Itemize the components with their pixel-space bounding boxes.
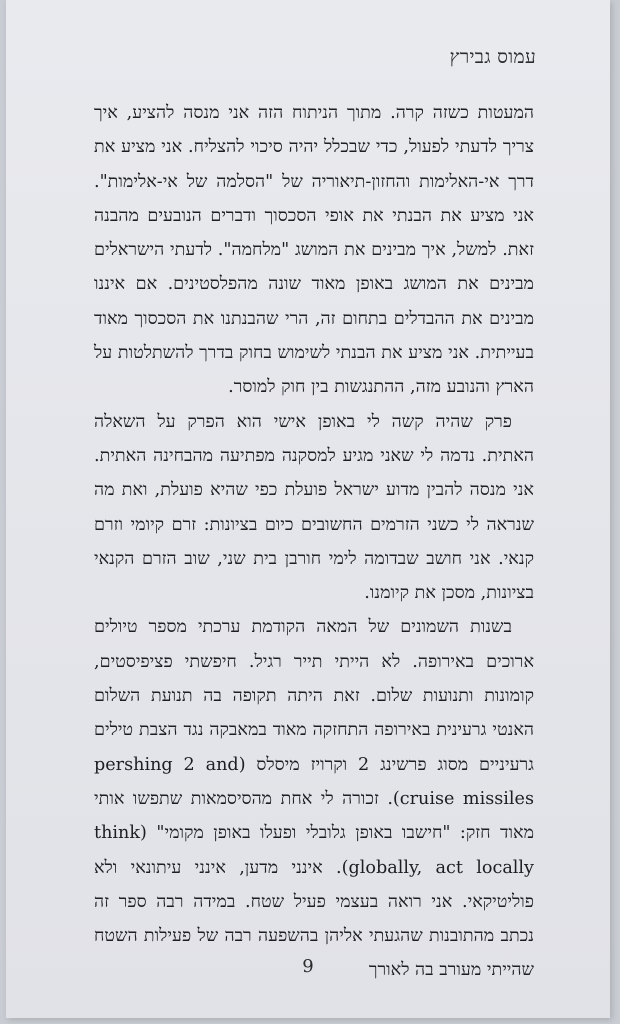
paragraph-1: המעטות כשזה קרה. מתוך הניתוח הזה אני מנסה להציע, איך צריך לדעתי לפעול, כדי שבכלל יהיה סיכוי להצליח. אני מציע את דרך אי-האלימות והחזון-תיאוריה של "הסלמה של אי-אלימות". אני מציע את הבנתי את אופי הסכסוך ודברים הנובעים מהבנה זאת. למשל, איך מבינים את המושג "מלחמה". לדעתי הישראלים מבינים את המושג באופן מאוד שונה מהפלסטינים. אם איננו מבינים את ההבדלים בתחום זה, הרי שהבנתנו את הסכסוך מאוד בעייתית. אני מציע את הבנתי לשימוש בחוק בדרך להשתלטות על הארץ והנובע מזה, ההתנגשות בין חוק למוסר. <box>94 103 534 398</box>
running-head: עמוס גבירץ <box>449 46 536 68</box>
book-page <box>6 0 610 1018</box>
page-number: 9 <box>302 956 314 977</box>
paragraph-3: בשנות השמונים של המאה הקודמת ערכתי מספר טיולים ארוכים באירופה. לא הייתי תייר רגיל. חיפשתי פציפיסטים, קומונות ותנועות שלום. זאת היתה תקופה בה תנועת השלום האנטי גרעינית באירופה התחזקה מאוד במאבקה נגד הצבת טילים גרעיניים מסוג פרשינג 2 וקרויז מיסלס (pershing 2 and cruise missiles). זכורה לי אחת מהסיסמאות שתפשו אותי מאוד חזק: "חישבו באופן גלובלי ופעלו באופן מקומי" (think globally, act locally). אינני מדען, אינני עיתונאי ולא פוליטיקאי. אני רואה בעצמי פעיל שטח. במידה רבה ספר זה נכתב מהתובנות שהגעתי אליהן בהשפעה רבה של פעילות השטח שהייתי מעורב בה לאורך <box>94 617 534 981</box>
paragraph-2: פרק שהיה קשה לי באופן אישי הוא הפרק על השאלה האתית. נדמה לי שאני מגיע למסקנה מפתיעה מהבחינה האתית. אני מנסה להבין מדוע ישראל פועלת כפי שהיא פועלת, ואת מה שנראה לי כשני הזרמים החשובים כיום בציונות: זרם קיומי וזרם קנאי. אני חושב שבדומה לימי חורבן בית שני, שוב הזרם הקנאי בציונות, מסכן את קיומנו. <box>94 411 534 604</box>
body-text <box>94 96 534 988</box>
